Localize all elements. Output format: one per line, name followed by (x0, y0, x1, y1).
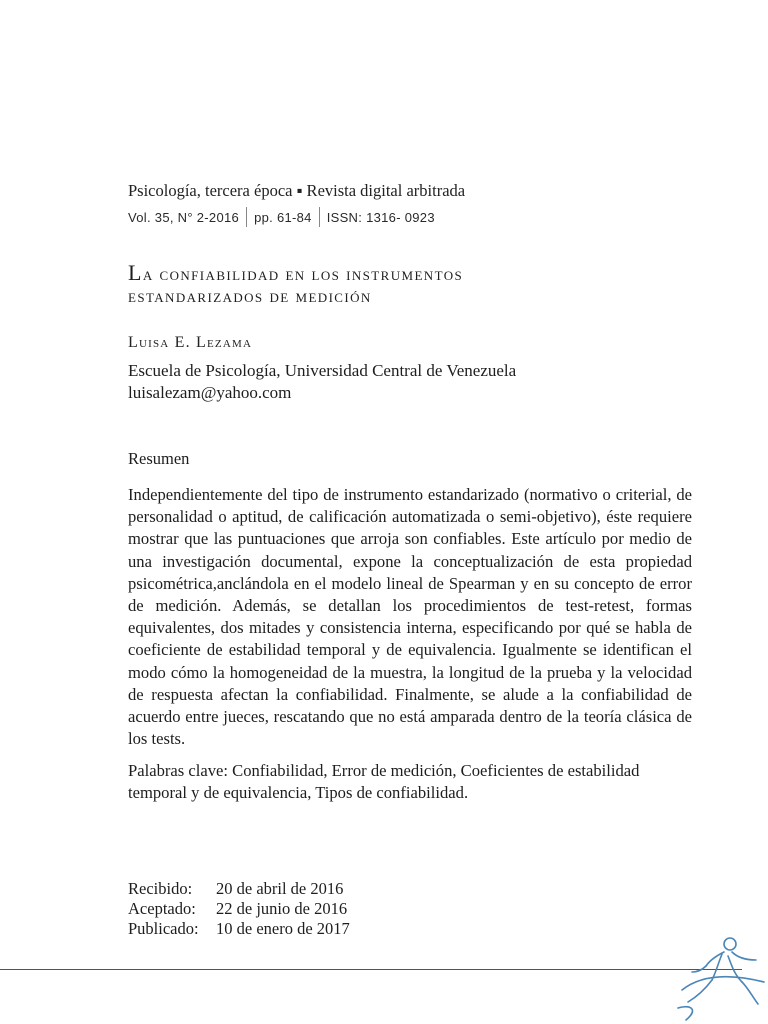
separator (319, 207, 320, 227)
date-value: 20 de abril de 2016 (216, 879, 344, 898)
date-label: Publicado: (128, 919, 199, 938)
publication-dates (128, 879, 350, 939)
date-value: 22 de junio de 2016 (216, 899, 348, 918)
keywords: Palabras clave: Confiabilidad, Error de medición, Coeficientes de estabilidad temporal y de equivalencia, Tipos de confiabilidad. (128, 761, 640, 803)
abstract-heading: Resumen (128, 449, 190, 468)
page-range: pp. 61-84 (254, 209, 312, 225)
runner-logo-icon (672, 930, 768, 1024)
author-name: Luisa E. Lezama (128, 334, 253, 351)
date-value: 10 de enero de 2017 (216, 919, 350, 938)
article-title (128, 262, 628, 307)
affiliation-block (128, 360, 516, 404)
title-line-2: estandarizados de medición (128, 286, 372, 306)
journal-name: Psicología, tercera época ▪ Revista digital arbitrada (128, 181, 466, 200)
author-email[interactable]: luisalezam@yahoo.com (128, 383, 292, 402)
title-initial: L (128, 260, 143, 285)
date-row-received (128, 879, 350, 899)
date-row-accepted (128, 899, 350, 919)
affiliation: Escuela de Psicología, Universidad Central de Venezuela (128, 361, 517, 380)
title-line-1: a confiabilidad en los instrumentos (142, 264, 464, 284)
abstract-body: Independientemente del tipo de instrumento estandarizado (normativo o criterial, de personalidad o aptitud, de calificación automatizada o semi-objetivo), éste requiere mostrar que las puntuaciones que arroja son confiables. Este artículo por medio de una investigación documental, expone la conceptualización de esta propiedad psicométrica,anclándola en el modelo lineal de Spearman y en su concepto de error de medición. Además, se detallan los procedimientos de test-retest, formas equivalentes, dos mitades y consistencia interna, especificando por qué se habla de coeficiente de estabilidad temporal y de equivalencia. Igualmente se identifican el modo cómo la homogeneidad de la muestra, la longitud de la prueba y la velocidad de respuesta afectan la confiabilidad. Finalmente, se alude a la confiabilidad de acuerdo entre jueces, rescatando que no está amparada dentro de la teoría clásica de los tests. (128, 485, 692, 749)
volume-info (128, 207, 435, 227)
separator (246, 207, 247, 227)
volume-number: Vol. 35, N° 2-2016 (128, 209, 240, 225)
footer-rule (0, 969, 742, 970)
date-row-published (128, 919, 350, 939)
date-label: Aceptado: (128, 899, 196, 918)
issn: ISSN: 1316- 0923 (326, 209, 435, 225)
date-label: Recibido: (128, 879, 193, 898)
